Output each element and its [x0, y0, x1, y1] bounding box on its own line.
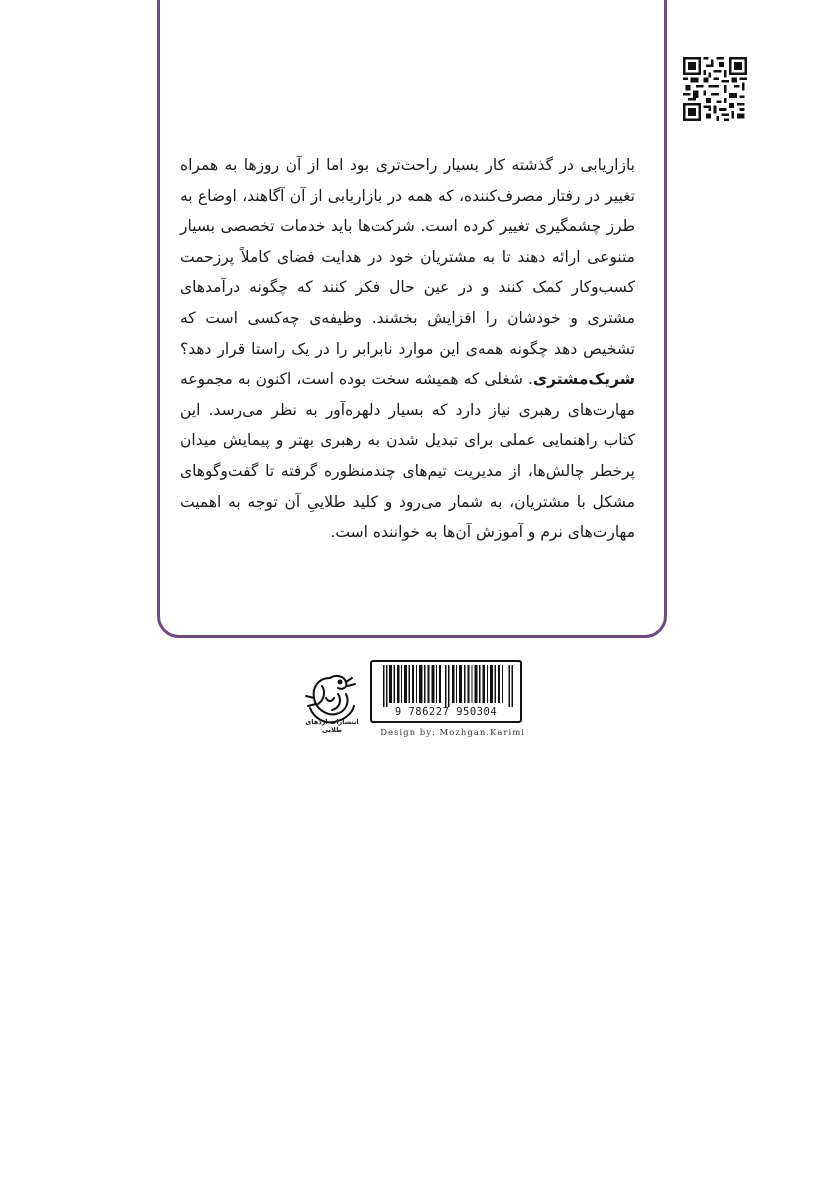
design-credit: Design by: Mozhgan.Karimi [380, 728, 525, 738]
publisher-name: انتشارات اژدهای طلایی [305, 718, 359, 734]
blurb-text [180, 150, 635, 548]
isbn-number: 9 786227 950304 [394, 706, 498, 718]
qr-code-icon [683, 57, 747, 121]
blurb-part-2: . شغلی که همیشه سخت بوده است، اکنون به مجموعه مهارت‌های رهبری نیاز دارد که بسیار دلهره‌آور به نظر می‌رسد. این کتاب راهنمایی عملی برای تبدیل شدن به رهبری بهتر و پیمایش میدان پرخطر چالش‌ها، از مدیریت تیم‌های چندمنظوره گرفته تا گفت‌وگوهای مشکل با مشتریان، به شمار می‌رود و کلید طلاییِ آن توجه به اهمیت مهارت‌های نرم و آموزش آن‌ها به خواننده است. [180, 370, 635, 542]
blurb-emphasis: شریک‌مشتری [532, 370, 635, 389]
isbn-barcode [383, 665, 513, 707]
blurb-part-1: بازاریابی در گذشته کار بسیار راحت‌تری بود اما از آن روزها به همراه تغییر در رفتار مصرف‌کننده، که همه در بازاریابی از آن آگاهند، اوضاع به طرز چشمگیری تغییر کرده است. شرکت‌ها باید خدمات تخصصی بسیار متنوعی ارائه دهند تا به مشتریان خود در هدایت فضای کاملاً پرزحمت کسب‌وکار کمک کنند و در عین حال فکر کنند که چگونه درآمدهای مشتری و خودشان را افزایش بخشند. وظیفه‌ی چه‌کسی است که تشخیص دهد چگونه همه‌ی این موارد نابرابر را در یک راستا قرار دهد؟ [180, 156, 635, 358]
